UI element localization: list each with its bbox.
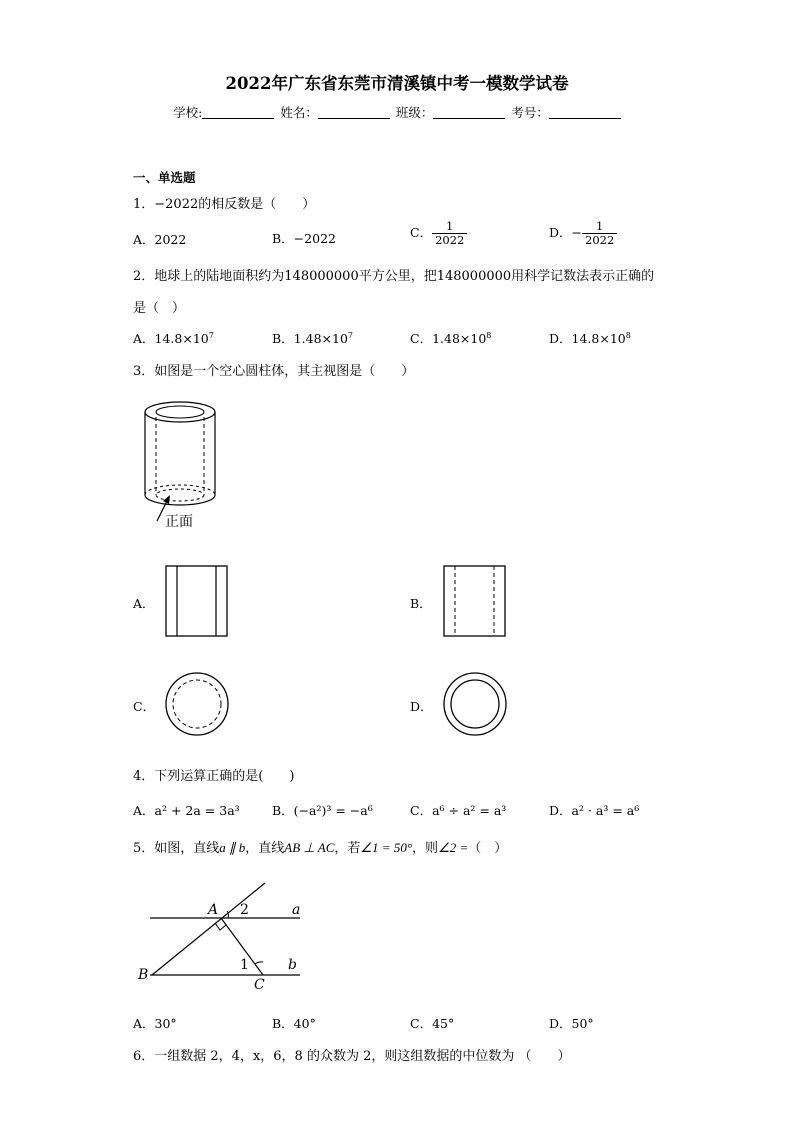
q1-option-b[interactable]: B．−2022: [272, 231, 336, 246]
q1-option-d-label: D．−: [549, 225, 582, 240]
exponent: 7: [208, 331, 214, 340]
q6-stem: 6．一组数据 2，4，x，6，8 的众数为 2，则这组数据的中位数为 （ ）: [133, 1049, 571, 1064]
q2-stem-line1: 2．地球上的陆地面积约为148000000平方公里，把148000000用科学记数法表示正确的: [133, 269, 655, 284]
angle-1-label: 1: [240, 957, 249, 973]
q3-option-b[interactable]: B．: [410, 596, 432, 611]
q2-option-c-text: C．1.48×10: [410, 331, 487, 346]
q1-stem: 1．−2022的相反数是（ ）: [133, 197, 316, 212]
school-blank[interactable]: [202, 105, 274, 119]
q3-option-a[interactable]: A．: [133, 596, 155, 611]
q2-stem-line2: 是（ ）: [133, 301, 186, 316]
q5-option-c[interactable]: C．45°: [410, 1016, 455, 1031]
exponent: 7: [347, 331, 353, 340]
fraction-denominator: 2022: [582, 233, 617, 247]
q5-angle-asked: ∠2 =: [438, 840, 469, 855]
q4-option-b[interactable]: B．(−a²)³ = −a⁶: [272, 803, 373, 818]
q3-option-c-figure[interactable]: [164, 671, 230, 737]
q1-option-d-fraction: [582, 220, 617, 247]
q2-option-b-text: B．1.48×10: [272, 331, 348, 346]
class-label: 班级：: [395, 105, 434, 120]
number-label: 考号：: [511, 105, 549, 120]
q5-option-d[interactable]: D．50°: [549, 1016, 594, 1031]
q3-option-b-figure[interactable]: [443, 565, 507, 637]
q4-option-d[interactable]: D．a² · a³ = a⁶: [549, 803, 640, 818]
exponent: 8: [486, 331, 492, 340]
student-info-line: [0, 103, 794, 121]
q3-stem: 3．如图是一个空心圆柱体，其主视图是（ ）: [133, 364, 415, 379]
name-label: 姓名：: [280, 105, 318, 120]
q4-stem: 4．下列运算正确的是( ): [133, 769, 295, 784]
q5-stem-text: （ ）: [468, 841, 508, 856]
q5-stem-text: ，若: [334, 841, 361, 856]
q4-option-a[interactable]: A．a² + 2a = 3a³: [133, 803, 240, 818]
q1-option-c-fraction: [432, 220, 467, 247]
fraction-numerator: 1: [446, 219, 454, 233]
class-blank[interactable]: [433, 105, 505, 119]
angle-2-label: 2: [240, 902, 249, 918]
q2-option-c[interactable]: [410, 329, 491, 347]
point-c-label: C: [254, 977, 265, 993]
q5-geometry-figure: [135, 878, 310, 993]
q3-option-a-figure[interactable]: [165, 565, 229, 637]
q2-option-d-text: D．14.8×10: [549, 331, 626, 346]
q1-option-a[interactable]: A．2022: [133, 232, 187, 247]
q1-option-c[interactable]: [410, 220, 467, 247]
page-title: 2022年广东省东莞市清溪镇中考一模数学试卷: [225, 74, 569, 93]
q5-stem-text: ，则: [412, 841, 439, 856]
q5-option-b[interactable]: B．40°: [272, 1016, 316, 1031]
front-view-label: 正面: [165, 514, 193, 530]
q5-angle-given: ∠1 = 50°: [360, 840, 413, 855]
number-blank[interactable]: [549, 105, 621, 119]
fraction-denominator: 2022: [432, 233, 467, 247]
fraction-numerator: 1: [595, 219, 604, 233]
q5-parallel-expr: a ∥ b: [219, 840, 246, 855]
q2-option-d[interactable]: [549, 329, 631, 347]
exponent: 8: [625, 331, 631, 340]
q2-option-a-text: A．14.8×10: [133, 331, 209, 346]
q3-option-c[interactable]: C．: [133, 699, 156, 714]
q1-option-c-label: C．: [410, 225, 433, 240]
q5-stem-text: 5．如图，直线: [133, 841, 220, 856]
q5-stem: [133, 837, 507, 856]
q5-perpendicular-expr: AB ⊥ AC: [284, 840, 335, 855]
q2-option-a[interactable]: [133, 329, 214, 347]
point-b-label: B: [138, 967, 149, 983]
line-a-label: a: [292, 902, 301, 918]
name-blank[interactable]: [318, 105, 390, 119]
q4-option-c[interactable]: C．a⁶ ÷ a² = a³: [410, 803, 507, 818]
q3-option-d[interactable]: D．: [410, 699, 433, 714]
q5-stem-text: ，直线: [245, 841, 285, 856]
point-a-label: A: [208, 902, 219, 918]
school-label: 学校:: [173, 105, 203, 120]
section-heading: 一、单选题: [133, 170, 196, 185]
q3-option-d-figure[interactable]: [442, 671, 508, 737]
q2-option-b[interactable]: [272, 329, 353, 347]
line-b-label: b: [288, 957, 297, 973]
q5-option-a[interactable]: A．30°: [133, 1016, 177, 1031]
q1-option-d[interactable]: [549, 220, 617, 247]
